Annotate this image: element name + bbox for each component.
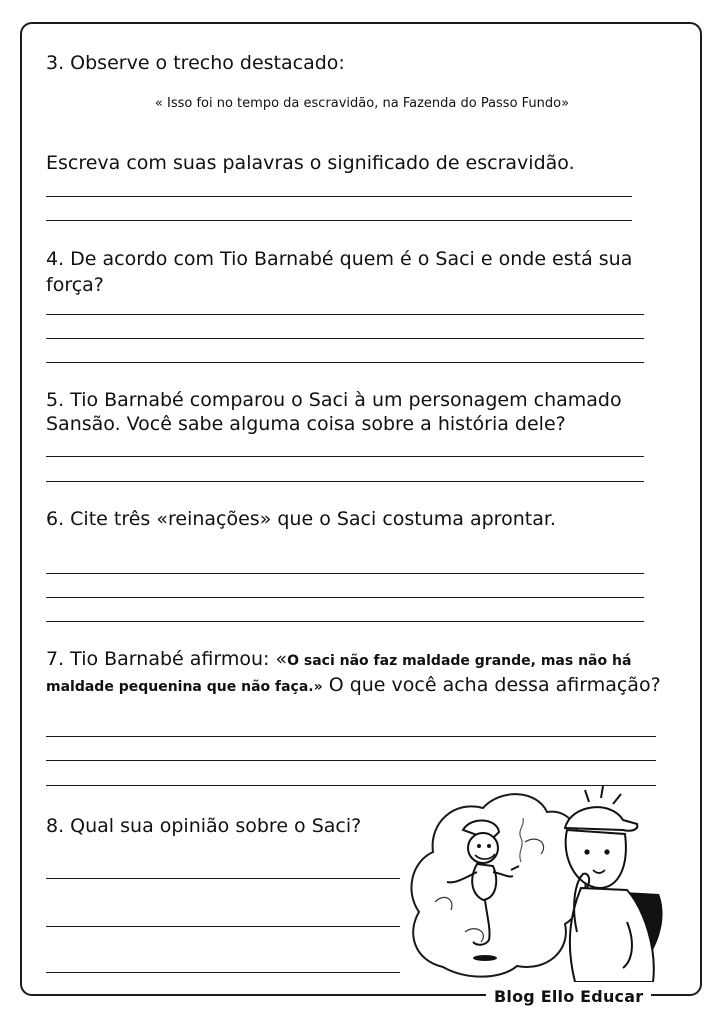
answer-line[interactable]: [46, 362, 644, 363]
answer-line[interactable]: [46, 597, 644, 598]
answer-line[interactable]: [46, 760, 656, 761]
answer-line[interactable]: [46, 878, 400, 879]
saci-and-boy-illustration: [405, 782, 675, 982]
question-3-title: 3. Observe o trecho destacado:: [46, 52, 345, 74]
answer-line[interactable]: [46, 573, 644, 574]
question-6: 6. Cite três «reinações» que o Saci costuma aprontar.: [46, 508, 556, 530]
answer-line[interactable]: [46, 314, 644, 315]
question-7-line-2: [46, 672, 661, 700]
answer-line[interactable]: [46, 338, 644, 339]
answer-line[interactable]: [46, 456, 644, 457]
answer-line[interactable]: [46, 736, 656, 737]
question-7-line-1: [46, 646, 631, 674]
answer-line[interactable]: [46, 926, 400, 927]
answer-line[interactable]: [46, 481, 644, 482]
question-4-line-1: 4. De acordo com Tio Barnabé quem é o Saci e onde está sua: [46, 248, 633, 270]
question-7-rest: O que você acha dessa afirmação?: [322, 674, 661, 696]
answer-line[interactable]: [46, 621, 644, 622]
question-8: 8. Qual sua opinião sobre o Saci?: [46, 815, 362, 837]
answer-line[interactable]: [46, 220, 632, 221]
answer-line[interactable]: [46, 196, 632, 197]
highlighted-excerpt: « Isso foi no tempo da escravidão, na Fazenda do Passo Fundo»: [154, 96, 570, 111]
question-5-line-2: Sansão. Você sabe alguma coisa sobre a história dele?: [46, 413, 566, 435]
question-5-line-1: 5. Tio Barnabé comparou o Saci à um personagem chamado: [46, 389, 622, 411]
question-7-quote-part-2: maldade pequenina que não faça.»: [46, 679, 323, 695]
question-7-intro: 7. Tio Barnabé afirmou: «: [46, 648, 288, 670]
smoke-cloud: [411, 794, 585, 976]
question-3-prompt: Escreva com suas palavras o significado de escravidão.: [46, 152, 575, 174]
question-7-quote-part-1: O saci não faz maldade grande, mas não há: [287, 653, 632, 669]
answer-line[interactable]: [46, 972, 400, 973]
question-4-line-2: força?: [46, 274, 104, 296]
blog-credit: Blog Ello Educar: [486, 987, 651, 1006]
